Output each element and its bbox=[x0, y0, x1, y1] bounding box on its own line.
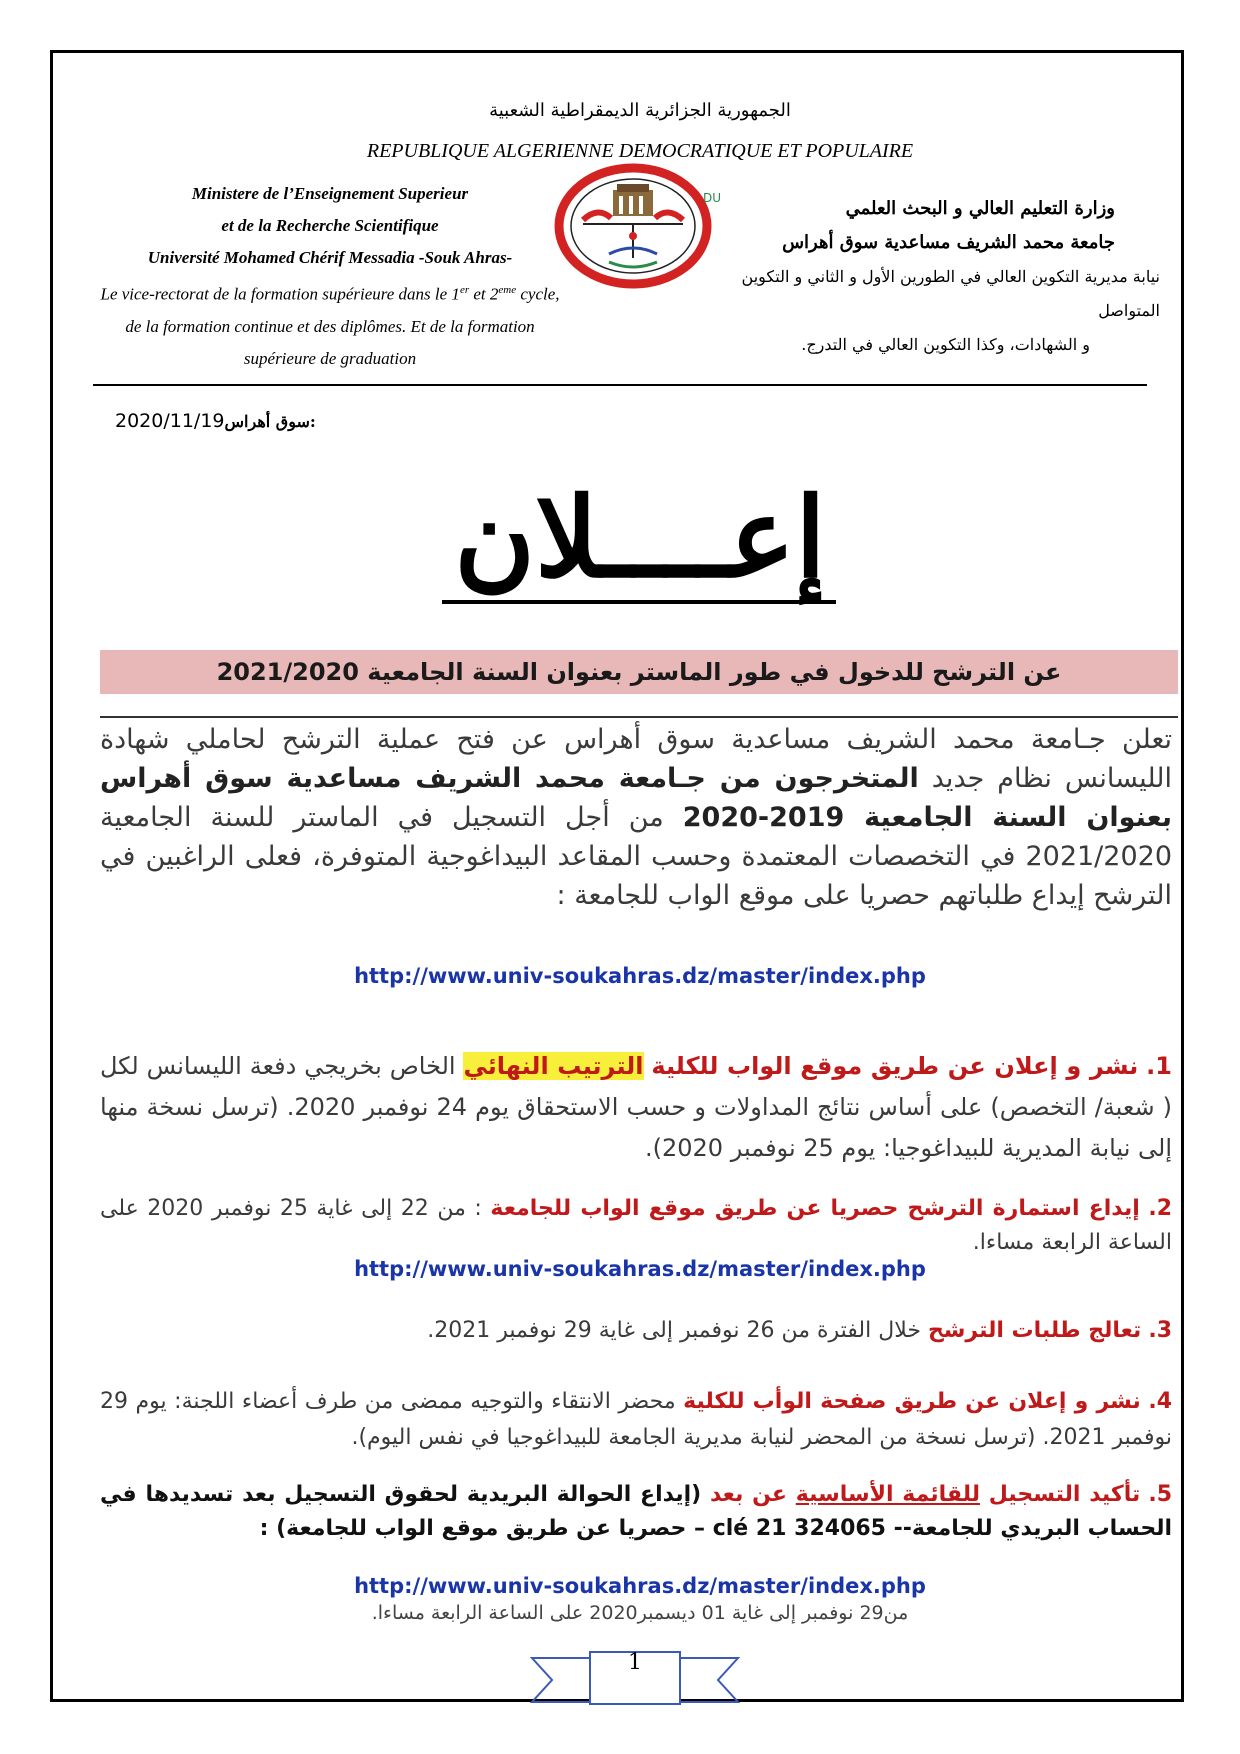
page-number: 1 bbox=[628, 1650, 642, 1675]
banner-divider bbox=[100, 716, 1178, 718]
dateline bbox=[115, 410, 316, 432]
university-ar: جامعة محمد الشريف مساعدية سوق أهراس bbox=[782, 232, 1115, 253]
dateline-label: سوق أهراس: bbox=[224, 412, 316, 431]
header-right-block bbox=[700, 192, 1160, 362]
ministry-fr-line2: et de la Recherche Scientifique bbox=[221, 216, 439, 235]
step-5: 5. تأكيد التسجيل للقائمة الأساسية عن بعد (إيداع الحوالة البريدية لحقوق التسجيل بعد تسديدها في الحساب البريدي للجامعة-- 324065 clé 21 – حصريا عن طريق موقع الواب للجامعة) : bbox=[100, 1482, 1173, 1541]
vice-rectorat-fr-line1: Le vice-rectorat de la formation supérieure dans le 1er et 2eme cycle, bbox=[100, 284, 560, 304]
subject-banner-text: عن الترشح للدخول في طور الماستر بعنوان السنة الجامعية 2021/2020 bbox=[216, 658, 1062, 686]
deadline-footer: من29 نوفمبر إلى غاية 01 ديسمبر2020 على الساعة الرابعة مساءا. bbox=[371, 1602, 909, 1624]
step-3: 3. تعالج طلبات الترشح خلال الفترة من 26 نوفمبر إلى غاية 29 نوفمبر 2021. bbox=[427, 1318, 1172, 1343]
website-url-1[interactable]: http://www.univ-soukahras.dz/master/index.php bbox=[354, 964, 926, 988]
ministry-ar: وزارة التعليم العالي و البحث العلمي bbox=[845, 198, 1115, 219]
header-french-republic: REPUBLIQUE ALGERIENNE DEMOCRATIQUE ET POPULAIRE bbox=[366, 140, 914, 162]
step-4: 4. نشر و إعلان عن طريق صفحة الوأب للكلية محضر الانتقاء والتوجيه ممضى من طرف أعضاء اللجنة: يوم 29 نوفمبر 2021. (ترسل نسخة من المحضر لنيابة مديرية الجامعة للبيداغوجيا في نفس اليوم). bbox=[100, 1389, 1173, 1450]
website-url-2[interactable]: http://www.univ-soukahras.dz/master/index.php bbox=[354, 1257, 926, 1281]
header-left-block bbox=[70, 178, 590, 375]
ministry-fr-line1: Ministere de l’Enseignement Superieur bbox=[191, 184, 469, 203]
vice-ar-line1: نيابة مديرية التكوين العالي في الطورين الأول و الثاني و التكوين المتواصل bbox=[741, 267, 1160, 320]
logo-lettering: DU bbox=[703, 191, 722, 205]
header-divider bbox=[93, 384, 1147, 386]
university-logo bbox=[553, 162, 722, 290]
vice-rectorat-fr-line2: de la formation continue et des diplômes. Et de la formation bbox=[125, 316, 535, 336]
vice-rectorat-fr-line3: supérieure de graduation bbox=[243, 348, 417, 368]
step-2: 2. إيداع استمارة الترشح حصريا عن طريق موقع الواب للجامعة : من 22 إلى غاية 25 نوفمبر 2020 على الساعة الرابعة مساءا. bbox=[100, 1196, 1172, 1255]
vice-ar-line2: و الشهادات، وكذا التكوين العالي في التدرج. bbox=[801, 335, 1090, 354]
dateline-date: 2020/11/19 bbox=[115, 410, 225, 432]
title-underline bbox=[442, 600, 836, 604]
step-1: 1. نشر و إعلان عن طريق موقع الواب للكلية الترتيب النهائي الخاص بخريجي دفعة الليسانس لكل ( شعبة/ التخصص) على أساس نتائج المداولات و حسب الاستحقاق يوم 24 نوفمبر 2020. (ترسل نسخة منها إلى نيابة المديرية للبيداغوجيا: يوم 25 نوفمبر 2020). bbox=[100, 1052, 1173, 1162]
announcement-title: إعــــلان bbox=[454, 473, 826, 602]
intro-paragraph: تعلن جـامعة محمد الشريف مساعدية سوق أهراس عن فتح عملية الترشح لحاملي شهادة الليسانس نظام جديد المتخرجون من جـامعة محمد الشريف مساعدية سوق أهراس بعنوان السنة الجامعية 2019-2020 من أجل التسجيل في الماستر للسنة الجامعية 2021/2020 في التخصصات المعتمدة وحسب المقاعد البيداغوجية المتوفرة، فعلى الراغبين في الترشح إيداع طلباتهم حصريا على موقع الواب للجامعة : bbox=[100, 724, 1173, 911]
university-fr: Université Mohamed Chérif Messadia -Souk Ahras- bbox=[147, 248, 513, 267]
website-url-3[interactable]: http://www.univ-soukahras.dz/master/index.php bbox=[354, 1574, 926, 1598]
header-arabic-republic: الجمهورية الجزائرية الديمقراطية الشعبية bbox=[489, 100, 791, 121]
subject-banner bbox=[100, 650, 1178, 694]
